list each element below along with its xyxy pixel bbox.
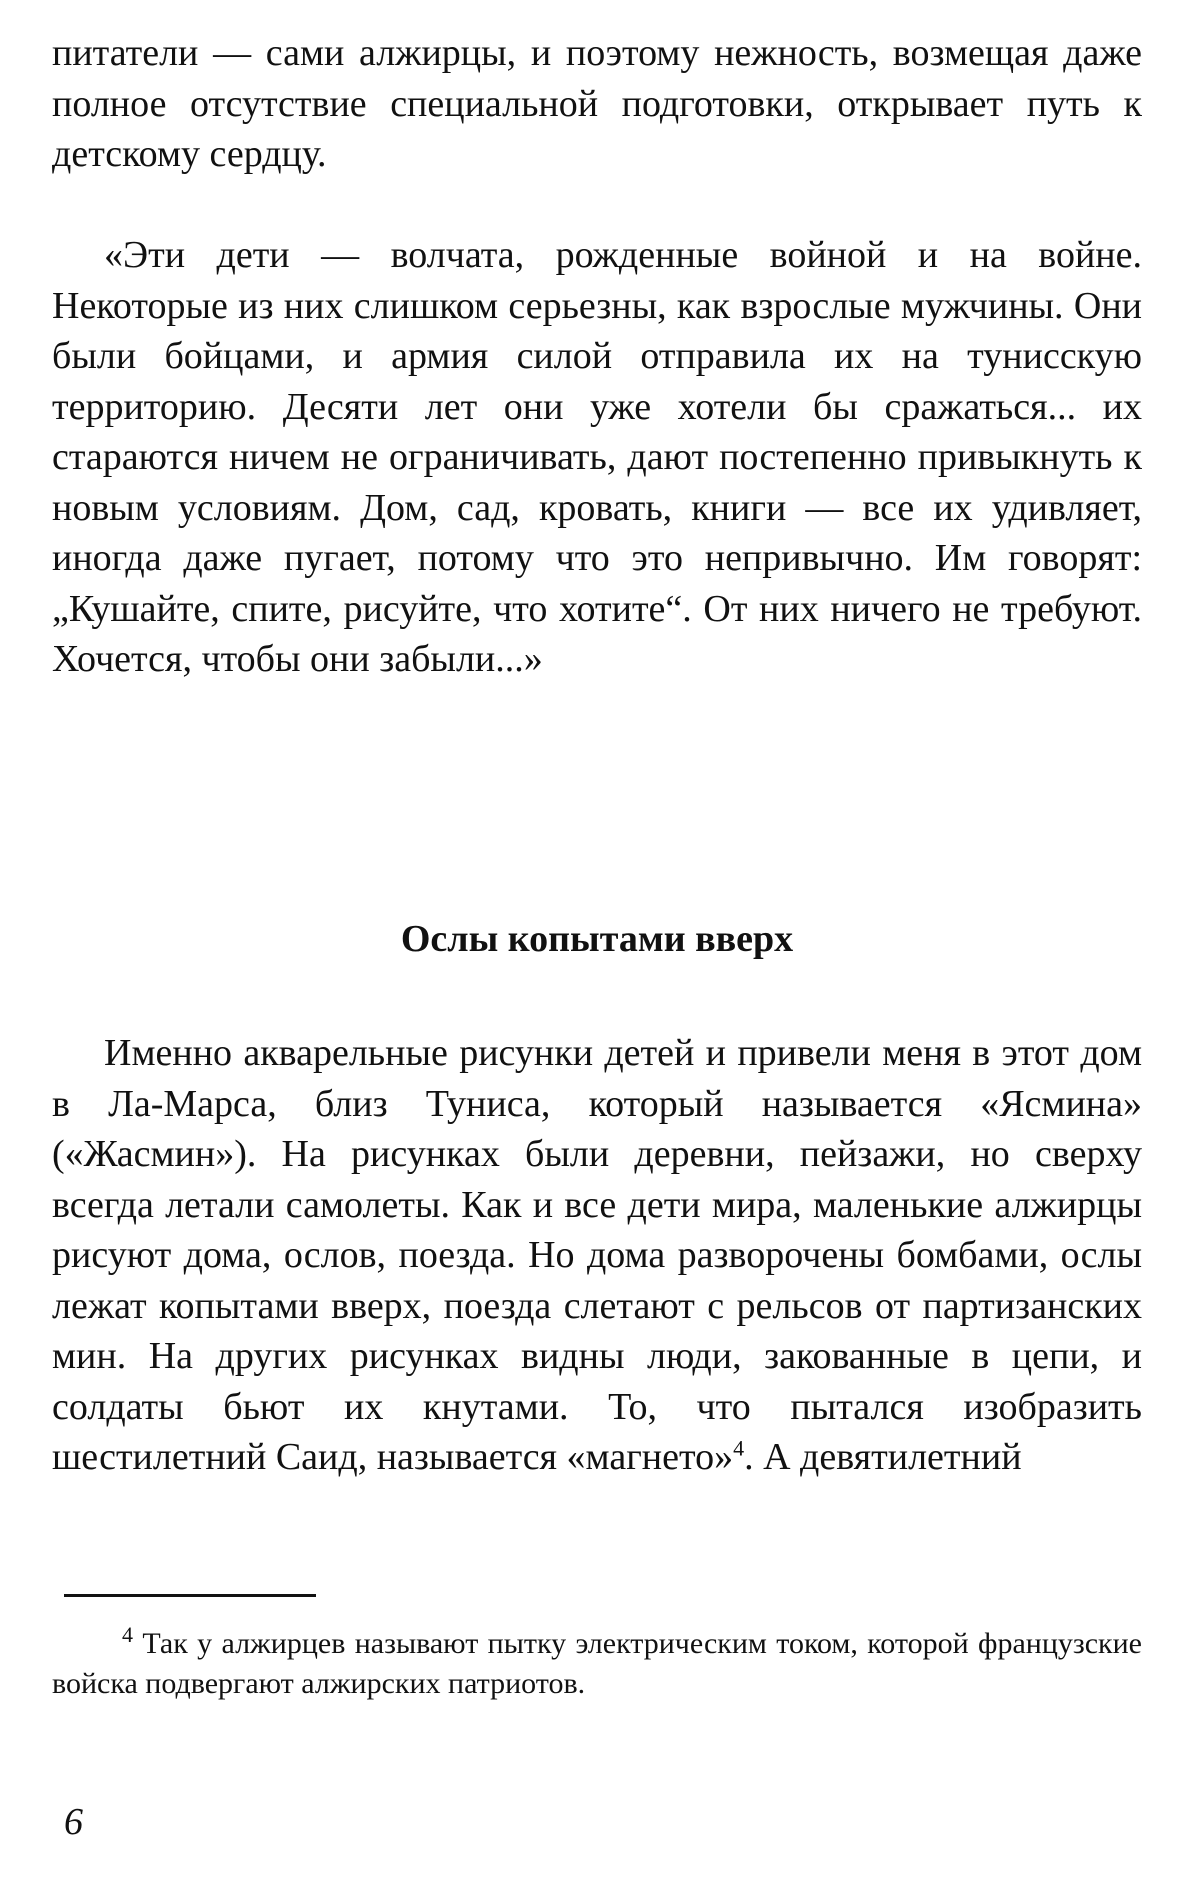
paragraph-quote: «Эти дети — волчата, рожденные войной и на войне. Некоторые из них слишком серьезны, как взрослые мужчины. Они были бойцами, и армия силой отправила их на тунисскую территорию. Десяти лет они уже хотели бы сражаться... их стараются ничем не ограничивать, дают постепенно привыкнуть к новым условиям. Дом, сад, кровать, книги — все их удивляет, иногда даже пугает, потому что это непривычно. Им говорят: „Кушайте, спите, рисуйте, что хотите“. От них ничего не требуют. Хочется, чтобы они забыли...» [52,234,1142,680]
paragraph-main-tail: . А девятилетний [744,1436,1022,1478]
footnote [52,1624,1142,1704]
paragraph-main-text: Именно акварельные рисунки детей и привели меня в этот дом в Ла-Марса, близ Туниса, который называется «Ясмина» («Жасмин»). На рисунках были деревни, пейзажи, но сверху всегда летали самолеты. Как и все дети мира, маленькие алжирцы рисуют дома, ослов, поезда. Но дома разворочены бомбами, ослы лежат копытами вверх, поезда слетают с рельсов от партизанских мин. На других рисунках видны люди, закованные в цепи, и солдаты бьют их кнутами. То, что пытался изобразить шестилетний Саид, называется «магнето» [52,1032,1142,1478]
footnote-marker: 4 [122,1622,133,1647]
section-heading: Ослы копытами вверх [400,918,794,960]
footnote-text: Так у алжирцев называют пытку электрическим током, которой французские войска подвергают алжирских патриотов. [52,1627,1142,1700]
footnote-separator [64,1594,316,1597]
paragraph-main [52,1028,1142,1483]
footnote-reference[interactable]: 4 [733,1435,745,1461]
paragraph-continued: питатели — сами алжирцы, и поэтому нежность, возмещая даже полное отсутствие специальной подготовки, открывает путь к детскому сердцу. [52,32,1142,175]
page-number: 6 [64,1801,83,1843]
book-page [52,28,1142,1868]
